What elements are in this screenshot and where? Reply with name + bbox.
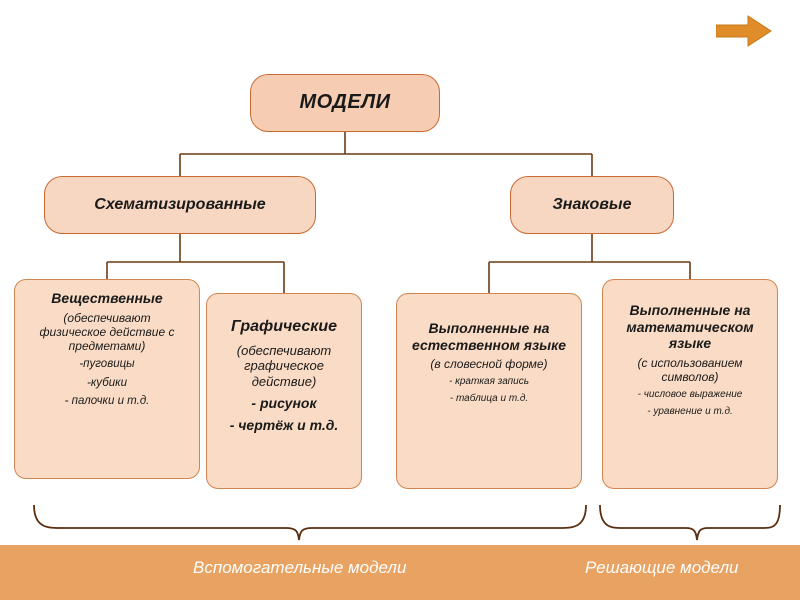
node-modeli-label: МОДЕЛИ	[299, 91, 391, 114]
list-item: - чертёж и т.д.	[229, 417, 339, 434]
node-graficheskie-sub: (обеспечивают графическое действие)	[236, 342, 332, 389]
bottom-label-decisive: Решающие модели	[585, 558, 739, 577]
node-matematicheskiy-yazyk-sub: (с использованием символов)	[637, 355, 743, 384]
list-item: - рисунок	[251, 394, 317, 411]
list-item: - уравнение и т.д.	[647, 405, 733, 417]
node-veshchestvennye-header: Вещественные	[51, 290, 163, 306]
node-veshchestvennye-sub: (обеспечивают физическое действие с предметами)	[39, 310, 175, 353]
list-item: -кубики	[87, 376, 127, 389]
node-estestvennyy-yazyk[interactable]	[396, 293, 582, 489]
node-graficheskie-header: Графические	[230, 318, 338, 335]
node-schematizirovannye-label: Схематизированные	[94, 195, 266, 213]
bottom-label-auxiliary: Вспомогательные модели	[193, 558, 407, 577]
node-matematicheskiy-yazyk[interactable]	[602, 279, 778, 489]
list-item: - палочки и т.д.	[64, 395, 150, 408]
node-matematicheskiy-yazyk-header: Выполненные на математическом языке	[626, 302, 754, 352]
list-item: - числовое выражение	[637, 388, 743, 400]
node-estestvennyy-yazyk-sub: (в словесной форме)	[430, 357, 548, 372]
list-item: - таблица и т.д.	[449, 392, 529, 404]
list-item: -пуговицы	[79, 357, 135, 370]
right-arrow-icon	[716, 14, 772, 48]
node-schematizirovannye[interactable]	[44, 176, 316, 234]
list-item: - краткая запись	[449, 376, 529, 388]
node-znakovye-label: Знаковые	[552, 195, 632, 213]
node-graficheskie[interactable]	[206, 293, 362, 489]
node-estestvennyy-yazyk-header: Выполненные на естественном языке	[411, 320, 567, 353]
node-veshchestvennye[interactable]	[14, 279, 200, 479]
node-znakovye[interactable]	[510, 176, 674, 234]
node-modeli[interactable]	[250, 74, 440, 132]
